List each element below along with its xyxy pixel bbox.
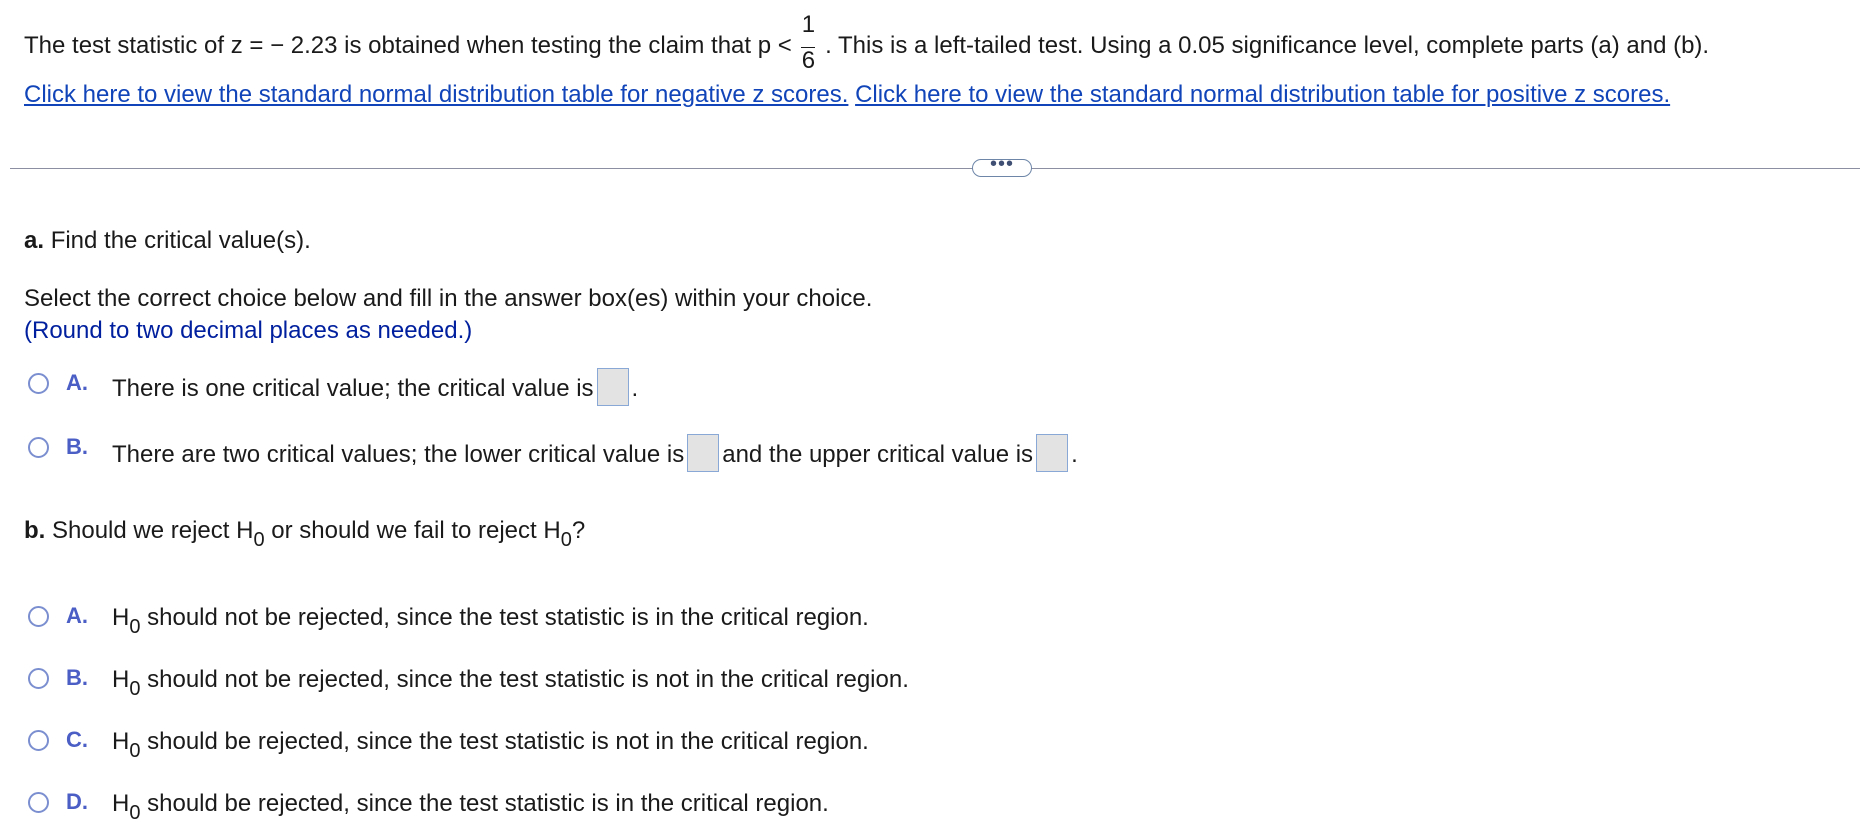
- fraction: [800, 11, 816, 74]
- part-a-instruction: Select the correct choice below and fill in the answer box(es) within your choice.: [24, 285, 873, 312]
- part-a-option-b-text: There are two critical values; the lower critical value is: [112, 440, 685, 468]
- section-divider: [10, 168, 1860, 169]
- part-b-option-a-letter: A.: [66, 603, 88, 628]
- part-b-option-c-letter: C.: [66, 727, 88, 752]
- part-a-label: a.: [24, 227, 45, 254]
- lower-critical-value-input[interactable]: [687, 434, 719, 472]
- part-a-option-b-middle-text: and the upper critical value is: [722, 440, 1034, 468]
- critical-value-input[interactable]: [597, 368, 629, 406]
- part-a-option-a-text: There is one critical value; the critical value is: [112, 374, 594, 402]
- part-b-option-c-text: should be rejected, since the test statistic is not in the critical region.: [147, 728, 869, 755]
- h0-subscript: 0: [253, 529, 265, 551]
- part-b-option-a: [112, 603, 869, 638]
- h0-subscript: 0: [560, 529, 572, 551]
- h0-subscript: 0: [129, 802, 141, 824]
- part-b-option-d: [112, 789, 829, 824]
- h-symbol: H: [112, 790, 130, 817]
- h-symbol: H: [112, 728, 130, 755]
- h-symbol: H: [112, 604, 130, 631]
- part-a-option-b-radio[interactable]: [28, 437, 49, 458]
- part-b-option-d-text: should be rejected, since the test statistic is in the critical region.: [147, 790, 829, 817]
- part-a-option-a-radio[interactable]: [28, 373, 49, 394]
- h0-subscript: 0: [129, 740, 141, 762]
- part-b-option-a-text: should not be rejected, since the test statistic is in the critical region.: [147, 604, 869, 631]
- part-a-option-a-letter: A.: [66, 370, 88, 395]
- part-b-option-a-radio[interactable]: [28, 606, 49, 627]
- h-symbol: H: [112, 666, 130, 693]
- part-b-label: b.: [24, 517, 46, 544]
- table-links: [24, 80, 1670, 110]
- h0-subscript: 0: [129, 616, 141, 638]
- part-a-question: [24, 226, 311, 256]
- part-b-option-c-radio[interactable]: [28, 730, 49, 751]
- part-b-option-b: [112, 665, 909, 700]
- part-a-option-a-period: .: [631, 374, 639, 402]
- rounding-note: (Round to two decimal places as needed.): [24, 317, 473, 344]
- problem-text-after: . This is a left-tailed test. Using a 0.05 significance level, complete parts (a) and (b).: [825, 32, 1710, 59]
- part-a-option-b-letter: B.: [66, 434, 88, 459]
- part-a-option-b: [112, 439, 1078, 472]
- more-options-button[interactable]: •••: [972, 159, 1032, 177]
- part-b-option-d-radio[interactable]: [28, 792, 49, 813]
- part-b-option-d-letter: D.: [66, 789, 88, 814]
- problem-statement: [24, 11, 1710, 74]
- part-b-option-b-radio[interactable]: [28, 668, 49, 689]
- fraction-denominator: 6: [801, 47, 816, 74]
- part-b-question-mark: ?: [571, 517, 586, 544]
- problem-text-before: The test statistic of z = − 2.23 is obtained when testing the claim that p <: [24, 32, 792, 59]
- negative-z-table-link[interactable]: Click here to view the standard normal distribution table for negative z scores.: [24, 81, 849, 108]
- positive-z-table-link[interactable]: Click here to view the standard normal distribution table for positive z scores.: [855, 81, 1671, 108]
- part-a-question-text: Find the critical value(s).: [50, 227, 311, 254]
- h0-subscript: 0: [129, 678, 141, 700]
- part-a-option-b-period: .: [1071, 440, 1078, 468]
- fraction-numerator: 1: [801, 11, 816, 38]
- part-b-question-start: Should we reject H: [52, 517, 254, 544]
- part-b-option-b-text: should not be rejected, since the test statistic is not in the critical region.: [147, 666, 909, 693]
- upper-critical-value-input[interactable]: [1036, 434, 1068, 472]
- part-a-option-a: [112, 373, 638, 406]
- part-b-question: [24, 516, 586, 551]
- part-b-question-middle: or should we fail to reject H: [271, 517, 561, 544]
- part-b-option-b-letter: B.: [66, 665, 88, 690]
- part-b-option-c: [112, 727, 869, 762]
